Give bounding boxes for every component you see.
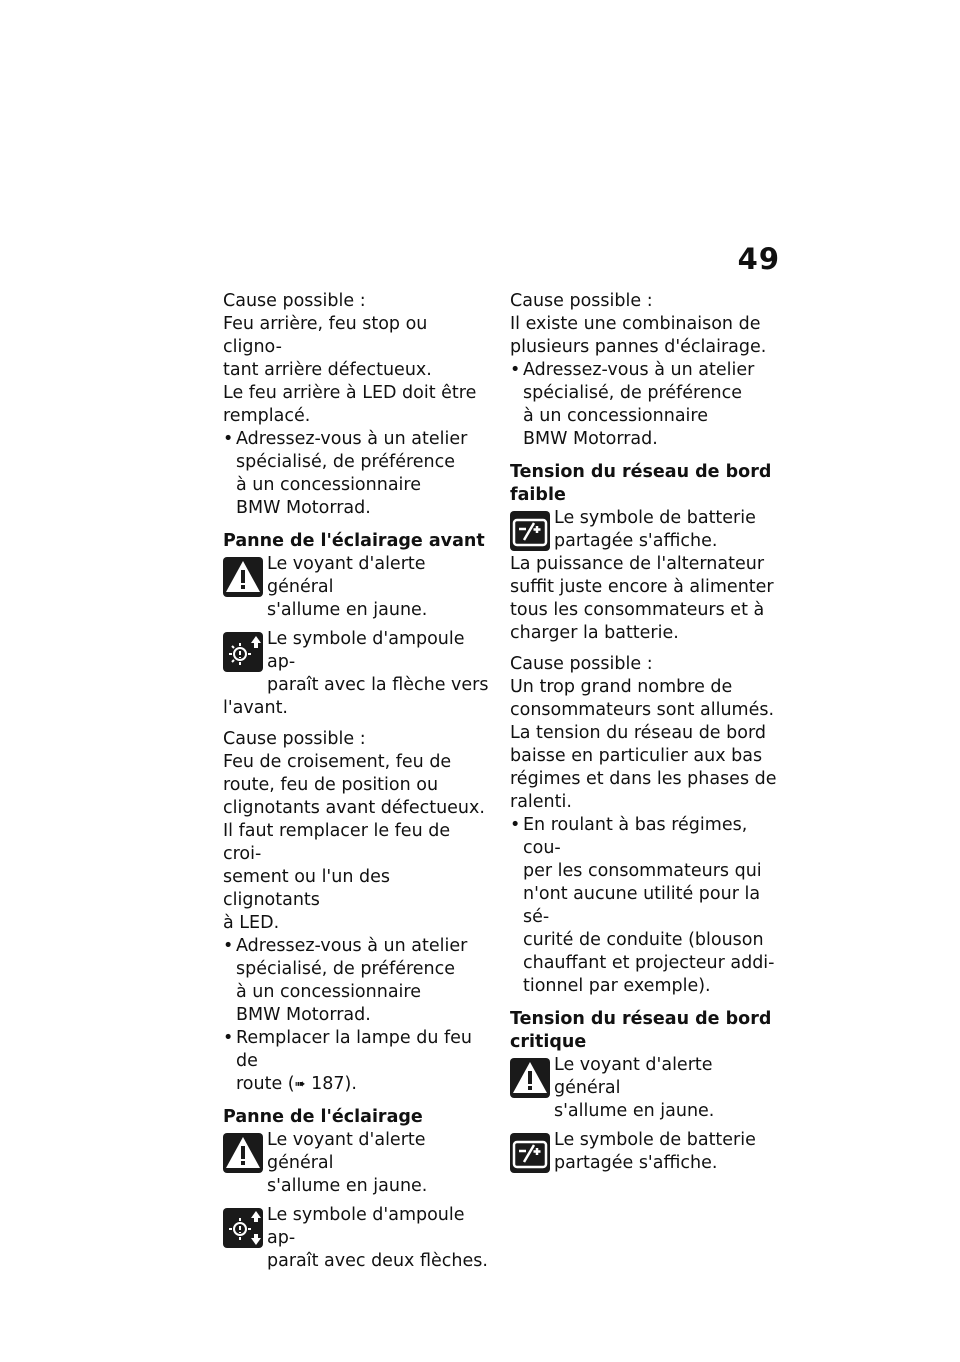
front-light-cause: Cause possible : Feu de croisement, feu de route, feu de position ou clignotants avant défectueux. Il faut remplacer le feu de croi- sement ou l'un des clignotants à LED. • Adressez-vous à un atelier spécialisé, de préférence à un concessionnaire BMW Motorrad. • Remplacer la lampe du feu de route (➠ 187). (223, 728, 491, 1096)
bulb-symbol-text-continued: l'avant. (223, 698, 288, 718)
battery-symbol-row: Le symbole de batterie partagée s'affiche. (510, 507, 778, 553)
action-list (223, 428, 491, 520)
warning-light-row: Le voyant d'alerte général s'allume en jaune. (223, 553, 491, 622)
cause-label: Cause possible : (223, 729, 366, 749)
section-heading-lighting: Panne de l'éclairage (223, 1107, 423, 1127)
cause-text-line: Feu arrière, feu stop ou cligno- (223, 314, 428, 357)
action-item: • En roulant à bas régimes, cou- per les consommateurs qui n'ont aucune utilité pour la sé- curité de conduite (blouson chauffant et projecteur addi- tionnel par exemple). (510, 814, 778, 998)
bulb-symbol-row: Le symbole d'ampoule ap- paraît avec la flèche vers (223, 628, 491, 697)
low-voltage-cause: Cause possible : Un trop grand nombre de consommateurs sont allumés. La tension du réseau de bord baisse en particulier aux bas régimes et dans les phases de ralenti. • En roulant à bas régimes, cou- per les consommateurs qui n'ont aucune utilité pour la sé- curité de conduite (blouson chauffant et projecteur addi- tionnel par exemple). (510, 653, 778, 998)
cause-text-line: Le feu arrière à LED doit être (223, 383, 477, 403)
bulb-two-arrows-icon (223, 1208, 263, 1248)
rear-light-cause (223, 290, 491, 520)
section-heading-critical-voltage: Tension du réseau de bord critique (510, 1009, 772, 1052)
warning-triangle-icon (223, 557, 263, 597)
action-item: • Remplacer la lampe du feu de route (➠ 187). (223, 1027, 491, 1096)
combined-failure-cause: Cause possible : Il existe une combinaison de plusieurs pannes d'éclairage. • Adressez-vous à un atelier spécialisé, de préférence à un concessionnaire BMW Motorrad. (510, 290, 778, 451)
warning-light-row: Le voyant d'alerte général s'allume en jaune. (223, 1129, 491, 1198)
battery-shared-icon (510, 511, 550, 551)
page-number: 49 (737, 242, 780, 276)
arrow-reference-icon[interactable]: ➠ (294, 1077, 306, 1092)
action-list (510, 814, 778, 998)
action-list (223, 935, 491, 1096)
warning-triangle-icon (510, 1058, 550, 1098)
bulb-symbol-row: Le symbole d'ampoule ap- paraît avec deux flèches. (223, 1204, 491, 1273)
cause-text-line: tant arrière défectueux. (223, 360, 432, 380)
warning-triangle-icon (223, 1133, 263, 1173)
bulb-arrow-up-icon (223, 632, 263, 672)
left-column (223, 290, 491, 1273)
cause-label: Cause possible : (510, 291, 653, 311)
cause-label: Cause possible : (223, 291, 366, 311)
battery-symbol-row: Le symbole de batterie partagée s'affiche. (510, 1129, 778, 1175)
cause-text-line: remplacé. (223, 406, 311, 426)
action-item: • Adressez-vous à un atelier spécialisé, de préférence à un concessionnaire BMW Motorrad. (223, 935, 491, 1027)
battery-shared-icon (510, 1133, 550, 1173)
right-column: Cause possible : Il existe une combinaison de plusieurs pannes d'éclairage. • Adressez-vous à un atelier spécialisé, de préférence à un concessionnaire BMW Motorrad. Tension du réseau de bord faible Le symbole de batterie partagée s'affiche. La puissance de l'alternateur suffit juste encore à alimenter tous les consommateurs et à charger la batterie. Cause possible : Un trop grand nombre de consommateurs sont allumés. La tension du réseau de bord baisse en particulier aux bas régimes et dans les phases de ralenti. • En roulant à bas régimes, cou- per les consommateurs qui n'ont aucune utilité pour la sé- curité de conduite (blouson chauffant et projecteur addi- tionnel par exemple). Tension du réseau de bord critique Le voyant d'alerte général s'allume en jaune. Le symbole de batterie partagée s'affiche. (510, 290, 778, 1175)
cause-label: Cause possible : (510, 654, 653, 674)
action-item: • Adressez-vous à un atelier spécialisé, de préférence à un concessionnaire BMW Motorrad. (510, 359, 778, 451)
warning-light-row: Le voyant d'alerte général s'allume en jaune. (510, 1054, 778, 1123)
action-item: • Adressez-vous à un atelier spécialisé, de préférence à un concessionnaire BMW Motorrad. (223, 428, 491, 520)
action-list (510, 359, 778, 451)
section-heading-low-voltage: Tension du réseau de bord faible (510, 462, 772, 505)
section-heading-front-light: Panne de l'éclairage avant (223, 531, 485, 551)
